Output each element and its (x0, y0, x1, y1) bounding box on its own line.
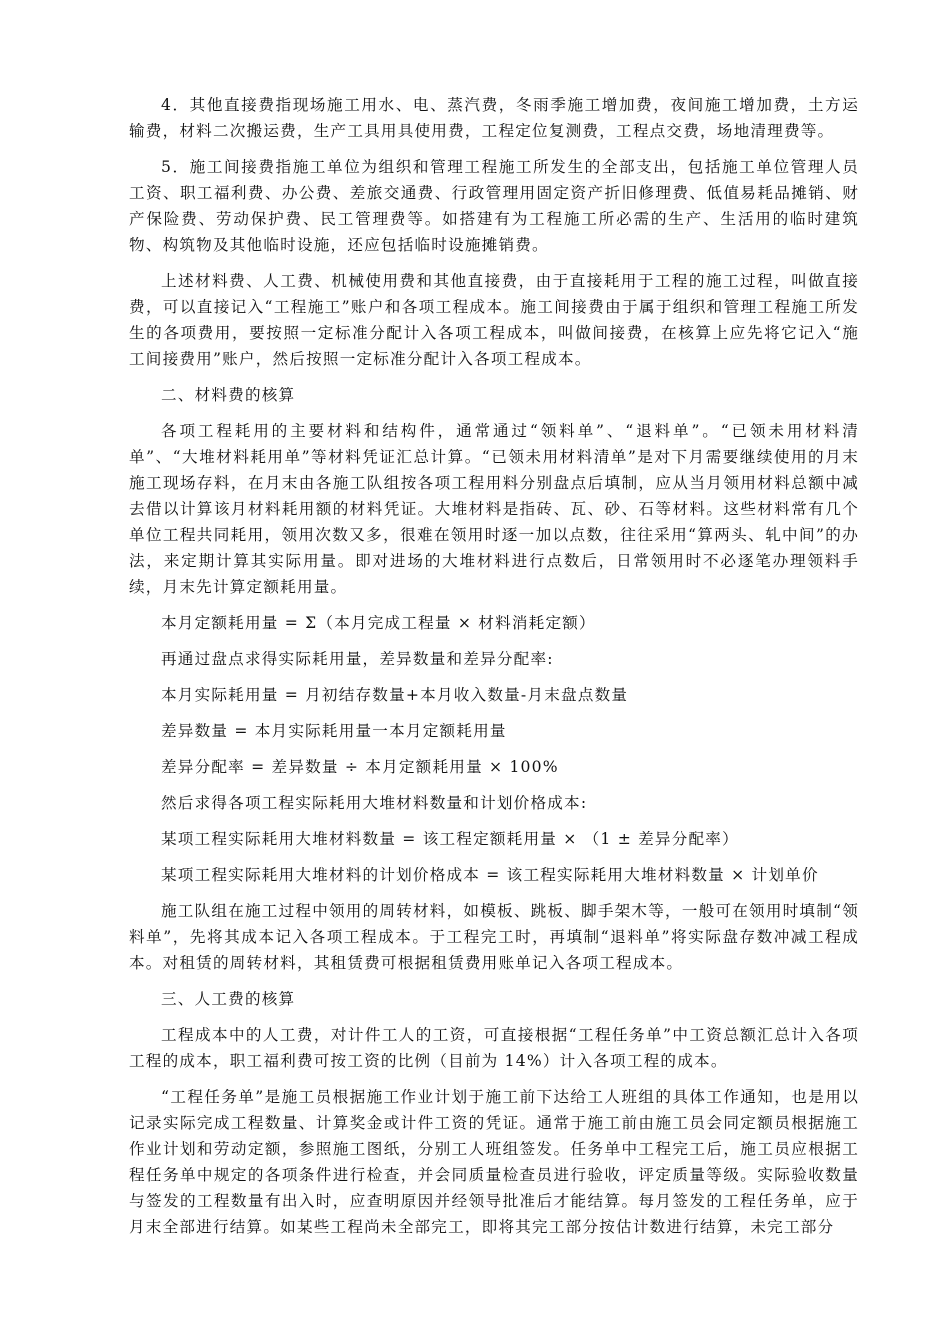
paragraph-labor-costs: 工程成本中的人工费，对计件工人的工资，可直接根据“工程任务单”中工资总额汇总计入各项工程的成本，职工福利费可按工资的比例（目前为 14%）计入各项工程的成本。 (129, 1026, 859, 1070)
formula-variance-rate: 差异分配率 = 差异数量 ÷ 本月定额耗用量 × 100% (161, 758, 559, 776)
paragraph-work-order: “工程任务单”是施工员根据施工作业计划于施工前下达给工人班组的具体工作通知，也是用以记录实际完成工程数量、计算奖金或计件工资的凭证。通常于施工前由施工员会同定额员根据施工作业计划和劳动定额，参照施工图纸，分别工人班组签发。任务单中工程完工后，施工员应根据工程任务单中规定的各项条件进行检查，并会同质量检查员进行验收，评定质量等级。实际验收数量与签发的工程数量有出入时，应查明原因并经领导批准后才能结算。每月签发的工程任务单，应于月末全部进行结算。如某些工程尚未全部完工，即将其完工部分按估计数进行结算，未完工部分 (129, 1088, 859, 1236)
section-heading-labor-costs: 三、人工费的核算 (161, 990, 296, 1008)
paragraph-indirect-costs: 5．施工间接费指施工单位为组织和管理工程施工所发生的全部支出，包括施工单位管理人员工资、职工福利费、办公费、差旅交通费、行政管理用固定资产折旧修理费、低值易耗品摊销、财产保险费、劳动保护费、民工管理费等。如搭建有为工程施工所必需的生产、生活用的临时建筑物、构筑物及其他临时设施，还应包括临时设施摊销费。 (129, 158, 859, 254)
paragraph-inventory-intro: 再通过盘点求得实际耗用量，差异数量和差异分配率: (161, 650, 554, 668)
formula-variance-quantity: 差异数量 = 本月实际耗用量一本月定额耗用量 (161, 722, 507, 740)
formula-quota-consumption: 本月定额耗用量 = Σ（本月完成工程量 × 材料消耗定额） (161, 614, 596, 632)
paragraph-planned-cost-intro: 然后求得各项工程实际耗用大堆材料数量和计划价格成本: (161, 794, 588, 812)
paragraph-material-vouchers: 各项工程耗用的主要材料和结构件，通常通过“领料单”、“退料单”。“已领未用材料清单”、“大堆材料耗用单”等材料凭证汇总计算。“已领未用材料清单”是对下月需要继续使用的月末施工现场存料，在月末由各施工队组按各项工程用料分别盘点后填制，应从当月领用材料总额中减去借以计算该月材料耗用额的材料凭证。大堆材料是指砖、瓦、砂、石等材料。这些材料常有几个单位工程共同耗用，领用次数又多，很难在领用时逐一加以点数，往往采用“算两头、轧中间”的办法，来定期计算其实际用量。即对进场的大堆材料进行点数后，日常领用时不必逐笔办理领料手续，月末先计算定额耗用量。 (129, 422, 859, 596)
formula-bulk-material-quantity: 某项工程实际耗用大堆材料数量 = 该工程定额耗用量 × （1 ± 差异分配率） (161, 830, 739, 848)
formula-actual-consumption: 本月实际耗用量 = 月初结存数量+本月收入数量-月末盘点数量 (161, 686, 629, 704)
paragraph-turnover-materials: 施工队组在施工过程中领用的周转材料，如模板、跳板、脚手架木等，一般可在领用时填制“领料单”，先将其成本记入各项工程成本。于工程完工时，再填制“退料单”将实际盘存数冲减工程成本。对租赁的周转材料，其租赁费可根据租赁费用账单记入各项工程成本。 (129, 902, 859, 972)
formula-planned-price-cost: 某项工程实际耗用大堆材料的计划价格成本 = 该工程实际耗用大堆材料数量 × 计划单价 (161, 866, 819, 884)
document-page (129, 92, 859, 1250)
section-heading-material-costs: 二、材料费的核算 (161, 386, 296, 404)
paragraph-direct-vs-indirect: 上述材料费、人工费、机械使用费和其他直接费，由于直接耗用于工程的施工过程，叫做直接费，可以直接记入“工程施工”账户和各项工程成本。施工间接费由于属于组织和管理工程施工所发生的各项费用，要按照一定标准分配计入各项工程成本，叫做间接费，在核算上应先将它记入“施工间接费用”账户，然后按照一定标准分配计入各项工程成本。 (129, 272, 859, 368)
paragraph-other-direct-costs: 4．其他直接费指现场施工用水、电、蒸汽费，冬雨季施工增加费，夜间施工增加费，土方运输费，材料二次搬运费，生产工具用具使用费，工程定位复测费，工程点交费，场地清理费等。 (129, 96, 859, 140)
